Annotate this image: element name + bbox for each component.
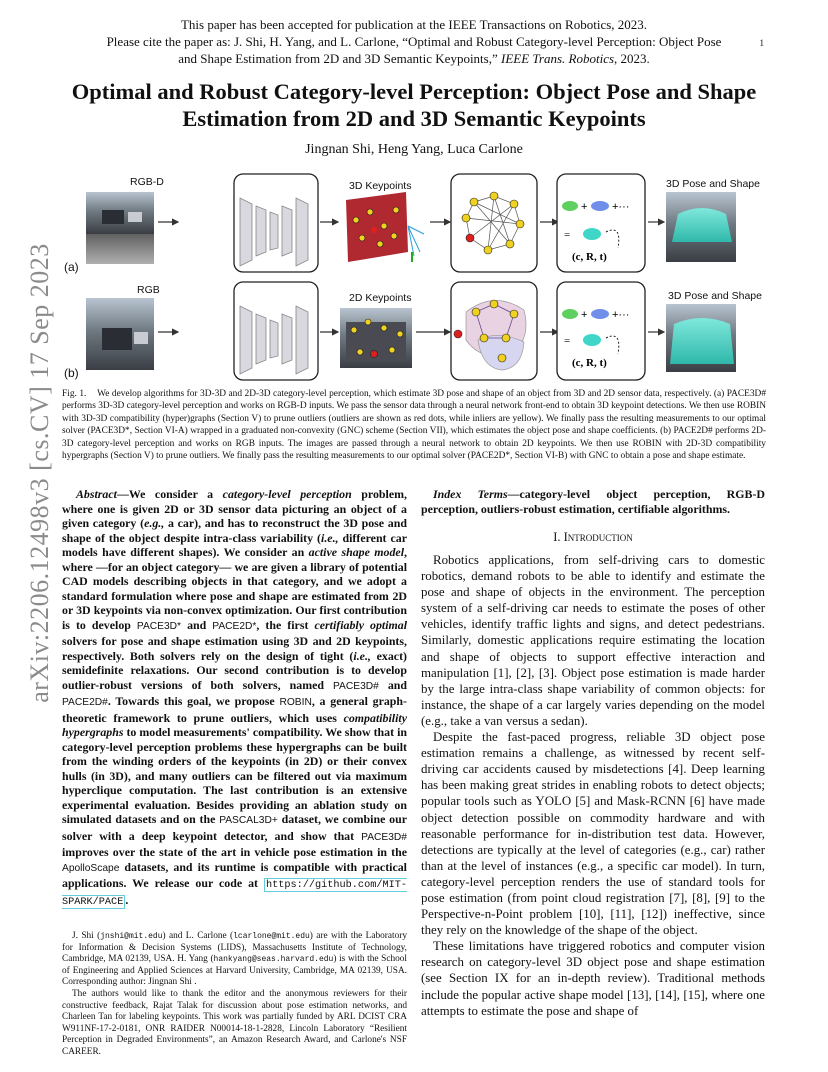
equals-b: = [564, 335, 571, 347]
label-rgb: RGB [137, 284, 160, 296]
right-column [421, 487, 765, 1019]
row-b-tag: (b) [64, 366, 79, 380]
crt-b: (c, R, t) [572, 357, 607, 369]
plus-dots-a: +··· [612, 201, 630, 213]
figure-pipeline-graphic [62, 172, 766, 384]
notice-line-3: and Shape Estimation from 2D and 3D Semantic Keypoints,” IEEE Trans. Robotics, 2023. [178, 51, 650, 66]
figure-1 [62, 172, 766, 384]
label-2d-keypoints: 2D Keypoints [349, 292, 412, 304]
figure-caption [62, 388, 766, 462]
label-output-b: 3D Pose and Shape [668, 290, 762, 302]
footnote-acknowledgments: The authors would like to thank the editor and the anonymous reviewers for their constructive feedback, Rajat Talak for discussion about pose estimation networks, and Charleen Tan for labeling keypoints. This work was partially funded by ARL DCIST CRA W911NF-17-2-0181, ONR RAIDER N00014-18-1-2828, Lincoln Laboratory “Resilient Perception in Degraded Environments”, an Amazon Research Award, and Carlone's NSF CAREER. [62, 988, 407, 1057]
plus-dots-b: +··· [612, 309, 630, 321]
3d-output-image-a [666, 192, 736, 262]
code-repository-link[interactable]: https://github.com/MIT-SPARK/PACE [62, 879, 407, 908]
caption-text: We develop algorithms for 3D-3D and 2D-3D category-level perception, which estimate 3D pose and shape of an object from 3D and 2D sensor data, respectively. (a) PACE3D# performs 3D-3D category-level perception and works on RGB-D inputs. We pass the sensor data through a neural network front-end to obtain 3D keypoint detections. We then use ROBIN with 3D-3D compatibility (hyper)graphs (Section V) to prune outliers (outliers are shown as red dots, while inliers are yellow). We finally pass the resulting measurements to our optimal solver (PACE3D*, Section VI-A) wrapped in a graduated non-convexity (GNC) scheme (Section VII), which estimates the object pose and shape coefficients. (b) PACE2D# performs 2D-3D category-level perception and works on RGB inputs. The images are passed through a neural network to obtain 2D keypoints. We then use ROBIN with 2D-3D compatibility hypergraphs (Section V) to prune outliers. We finally pass the resulting measurements to our optimal solver (PACE2D*, Section VI-B) with GNC to obtain a pose and shape estimate. [62, 389, 767, 462]
publication-notice [0, 16, 828, 67]
intro-paragraph-3: These limitations have triggered robotics and computer vision research on category-level 3D object pose and shape estimation (see Section IX for an in-depth review). Traditional methods include the popular active shape model [13], [14], [15], where one attempts to estimate the pose and shape of [421, 939, 765, 1018]
abstract: Abstract—We consider a category-level perception problem, where one is given 2D or 3D sensor data picturing an object of a given category (e.g., a car), and has to reconstruct the 3D pose and shape of the object despite intra-class variability (i.e., different car models have different shapes). We consider an active shape model, where —for an object category— we are given a library of potential CAD models describing objects in that category, and we adopt a standard formulation where pose and shape are estimated from 2D or 3D keypoints via non-convex optimization. Our first contribution is to develop PACE3D* and PACE2D*, the first certifiably optimal solvers for pose and shape estimation using 3D and 2D keypoints, respectively. Both solvers rely on the design of tight (i.e., exact) semidefinite relaxations. Our second contribution is to develop outlier-robust versions of both solvers, named PACE3D# and PACE2D#. Towards this goal, we propose ROBIN, a general graph-theoretic framework to prune outliers, which uses compatibility hypergraphs to model measurements' compatibility. We show that in category-level perception problems these hypergraphs can be built from the winding orders of the keypoints (in 2D) or their convex hulls (in 3D), and many outliers can be filtered out via maximum hyperclique computation. The last contribution is an extensive experimental evaluation. Besides providing an ablation study on simulated datasets and on the PASCAL3D+ dataset, we combine our solver with a deep keypoint detector, and show that PACE3D# improves over the state of the art in vehicle pose estimation in the ApolloScape datasets, and its runtime is compatible with practical applications. We release our code at https://github.com/MIT-SPARK/PACE . [62, 487, 408, 908]
equals-a: = [564, 229, 571, 241]
3d-keypoints-image [346, 192, 424, 262]
paper-title: Optimal and Robust Category-level Perception: Object Pose and Shape Estimation from 2D and 3D Semantic Keypoints [71, 79, 757, 131]
row-a-tag: (a) [64, 260, 79, 274]
rgb-input-image [86, 298, 154, 370]
left-column [62, 487, 407, 1059]
label-output-a: 3D Pose and Shape [666, 178, 760, 190]
caption-label: Fig. 1. [62, 389, 87, 399]
plus-symbol-a: + [581, 201, 588, 213]
footnote-affiliations: J. Shi (jnshi@mit.edu) and L. Carlone (lcarlone@mit.edu) are with the Laboratory for Information & Decision Systems (LIDS), Massachusetts Institute of Technology, Cambridge, MA 02139, USA. H. Yang (hankyang@seas.harvard.edu) is with the School of Engineering and Applied Sciences at Harvard University, Cambridge, MA 02139, USA. Corresponding author: Jingnan Shi . [62, 931, 407, 988]
section-heading-introduction: I. Introduction [553, 530, 633, 544]
crt-a: (c, R, t) [572, 251, 607, 263]
page-number: 1 [759, 38, 764, 48]
notice-line-1: This paper has been accepted for publication at the IEEE Transactions on Robotics, 2023. [180, 17, 648, 32]
email-hankyang[interactable]: hankyang@seas.harvard.edu [213, 955, 334, 965]
plus-symbol-b: + [581, 309, 588, 321]
label-3d-keypoints: 3D Keypoints [349, 180, 412, 192]
email-lcarlone[interactable]: lcarlone@mit.edu [233, 932, 310, 941]
2d-keypoints-image [340, 308, 412, 368]
author-list: Jingnan Shi, Heng Yang, Luca Carlone [305, 142, 523, 157]
intro-paragraph-2: Despite the fast-paced progress, reliable 3D object pose estimation remains a challenge, as witnessed by recent self-driving car accidents caused by misdetections [4]. Deep learning has been making great strides in enabling robots to detect objects; popular tools such as YOLO [5] and Mask-RCNN [6] have made object detection possible on commodity hardware and with reasonable performance for in-distribution test data. However, detections are typically at the level of categories (e.g., car) rather than at the level of instances (e.g., a specific car model). In turn, category-level perception renders the use of standard tools for pose estimation (from point cloud registration [7], [8], [9] to the Perspective-n-Point problem [10], [11], [12]) ineffective, since they rely on the knowledge of the shape of the object. [421, 730, 765, 938]
arxiv-stamp: arXiv:2206.12498v3 [cs.CV] 17 Sep 2023 [25, 243, 54, 703]
notice-line-2: Please cite the paper as: J. Shi, H. Yang, and L. Carlone, “Optimal and Robust Category-level Perception: Object Pose [106, 34, 722, 49]
label-rgbd: RGB-D [130, 176, 164, 188]
rgbd-input-image [86, 192, 154, 264]
3d-output-image-b [666, 304, 736, 372]
intro-paragraph-1: Robotics applications, from self-driving cars to domestic robotics, demand robots to be able to identify and estimate the pose and shape of objects in the environment. The perception system of a self-driving car needs to estimate the poses of other vehicles, identify traffic lights and signs, and detect pedestrians. Similarly, domestic applications require estimating the location and shape of objects to support effective interaction and manipulation [1], [2], [3]. Object pose estimation is made harder by the large intra-class shape variability of common objects: for instance, the shape of a car largely varies depending on the model (e.g., take a van versus a sedan). [421, 553, 765, 728]
index-terms: Index Terms—category-level object perception, RGB-D perception, outliers-robust estimation, certifiable algorithms. [421, 487, 765, 516]
email-jnshi[interactable]: jnshi@mit.edu [100, 932, 163, 941]
